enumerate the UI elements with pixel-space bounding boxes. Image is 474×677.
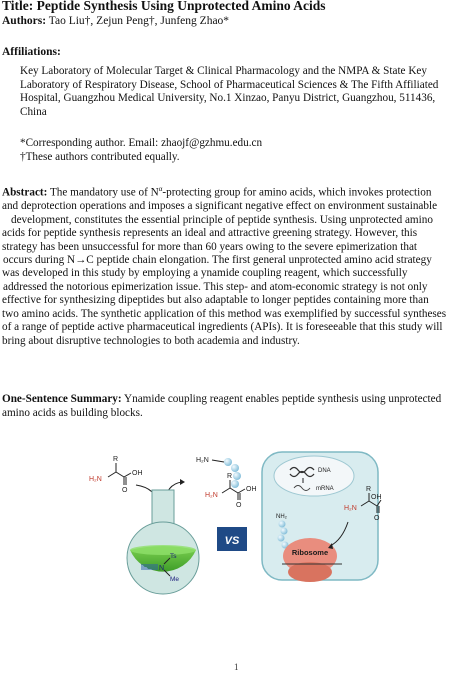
r-group-label: R bbox=[227, 473, 233, 480]
bond bbox=[222, 488, 230, 493]
oxygen-label: O bbox=[122, 487, 128, 494]
abstract-line: two amino acids. The synthetic application of this method was exemplified by successful syntheses bbox=[2, 307, 447, 320]
graphical-abstract bbox=[86, 450, 386, 600]
author-names: Tao Liu†, Zejun Peng†, Junfeng Zhao* bbox=[46, 15, 230, 27]
hydroxyl-label: OH bbox=[371, 494, 382, 501]
oxygen-label: O bbox=[236, 502, 242, 509]
r-group-label: R bbox=[113, 456, 119, 463]
abstract-line: occurs during N→C peptide chain elongation. The first general unprotected amino acid strategy bbox=[3, 254, 432, 266]
alpha-superscript: α bbox=[158, 185, 163, 193]
amino-acid-bead bbox=[231, 464, 239, 472]
bond bbox=[212, 460, 224, 462]
ribosome-label: Ribosome bbox=[291, 548, 329, 557]
affiliation-line: Key Laboratory of Molecular Target & Clinical Pharmacology and the NMPA & State Key bbox=[20, 65, 427, 77]
affiliation-line: China bbox=[20, 105, 47, 118]
bond bbox=[108, 472, 116, 477]
abstract-label: Abstract: bbox=[2, 186, 48, 199]
bond bbox=[124, 473, 131, 477]
chain-amine-label: H₂N bbox=[196, 457, 209, 464]
affiliations-heading: Affiliations: bbox=[2, 46, 61, 58]
dna-label: DNA bbox=[318, 468, 331, 474]
round-bottom-flask-icon bbox=[127, 490, 199, 594]
hydroxyl-label: OH bbox=[132, 470, 143, 477]
r-group-label: R bbox=[366, 486, 372, 493]
cell-illustration bbox=[262, 452, 378, 582]
abstract-text-part: -protecting group for amino acids, which invokes protection bbox=[162, 186, 432, 199]
arrow-head bbox=[180, 479, 185, 485]
correspondence-block bbox=[20, 136, 262, 164]
methyl-label: Me bbox=[170, 576, 180, 583]
amine-label: H₂N bbox=[344, 505, 357, 512]
versus-label: VS bbox=[224, 535, 240, 547]
left-amino-acid-structure bbox=[89, 456, 143, 494]
page-number: 1 bbox=[234, 662, 239, 672]
summary-line: amino acids as building blocks. bbox=[2, 406, 143, 419]
authors-label: Authors: bbox=[2, 15, 47, 27]
amino-acid-bead bbox=[279, 521, 286, 528]
summary-label: One-Sentence Summary: bbox=[2, 393, 122, 405]
summary-text: Ynamide coupling reagent enables peptide synthesis using unprotected bbox=[121, 393, 442, 405]
nucleus bbox=[274, 456, 354, 496]
tosyl-label: Ts bbox=[170, 553, 177, 560]
abstract-line: development, constitutes the essential principle of peptide synthesis. Using unprotected amino bbox=[11, 213, 433, 226]
abstract-line: was developed in this study by employing a ynamide coupling reagent, which successfully bbox=[2, 267, 408, 280]
amine-label: H₂N bbox=[205, 492, 218, 499]
bond bbox=[238, 489, 245, 493]
abstract-line: acids for peptide synthesis represents an ideal and attractive greening strategy. However, this bbox=[2, 227, 418, 240]
amino-acid-bead bbox=[231, 480, 239, 488]
bond bbox=[230, 488, 238, 493]
liquid-surface bbox=[130, 545, 196, 555]
abstract-paragraph bbox=[2, 183, 472, 348]
corresponding-author: *Corresponding author. Email: zhaojf@gzhmu.edu.cn bbox=[20, 137, 263, 149]
middle-amino-acid-structure bbox=[205, 473, 257, 509]
amine-label: H₂N bbox=[89, 476, 102, 483]
amino-acid-bead bbox=[233, 472, 241, 480]
abstract-line: addressed the notorious epimerization issue. This step- and atom-economic strategy is not only bbox=[3, 280, 428, 293]
authors-line bbox=[2, 15, 229, 27]
abstract-first-line bbox=[2, 183, 472, 200]
ribosome-small-subunit bbox=[288, 562, 332, 582]
abstract-line: of a range of peptide active pharmaceutical ingredients (APIs). It is foreseeable that this study will bbox=[2, 321, 443, 334]
summary-first-line bbox=[2, 393, 472, 407]
affiliations-body bbox=[20, 65, 472, 119]
hydroxyl-label: OH bbox=[246, 486, 257, 493]
nh2-label: NH₂ bbox=[276, 514, 287, 520]
abstract-text-part: The mandatory use of N bbox=[47, 186, 159, 199]
nitrogen-label: N bbox=[159, 565, 165, 572]
affiliation-line: Laboratory of Respiratory Disease, School of Pharmaceutical Sciences & The Fifth Affiliated bbox=[20, 78, 439, 91]
graphical-abstract-svg bbox=[86, 450, 386, 600]
amino-acid-bead bbox=[278, 535, 285, 542]
amino-acid-bead bbox=[281, 528, 288, 535]
bond bbox=[116, 472, 124, 477]
mrna-label: mRNA bbox=[316, 486, 334, 492]
paper-title: Title: Peptide Synthesis Using Unprotected Amino Acids bbox=[2, 0, 326, 13]
abstract-line: and deprotection operations and imposes a significant negative effect on environment sustainable bbox=[2, 200, 438, 213]
abstract-line: bring about disruptive technologies to both academia and industry. bbox=[2, 334, 300, 347]
abstract-line: strategy has been unsuccessful for more than 60 years owing to the severe epimerization that bbox=[2, 240, 418, 253]
amino-acid-bead bbox=[224, 458, 232, 466]
affiliation-line: Hospital, Guangzhou Medical University, No.1 Xinzao, Panyu District, Guangzhou, 511436, bbox=[20, 92, 436, 104]
equal-contribution-note: †These authors contributed equally. bbox=[20, 151, 180, 163]
one-sentence-summary bbox=[2, 393, 472, 420]
abstract-line: effective for synthesizing dipeptides but also adaptable to longer peptides containing more than bbox=[2, 294, 429, 307]
oxygen-label: O bbox=[374, 515, 380, 522]
